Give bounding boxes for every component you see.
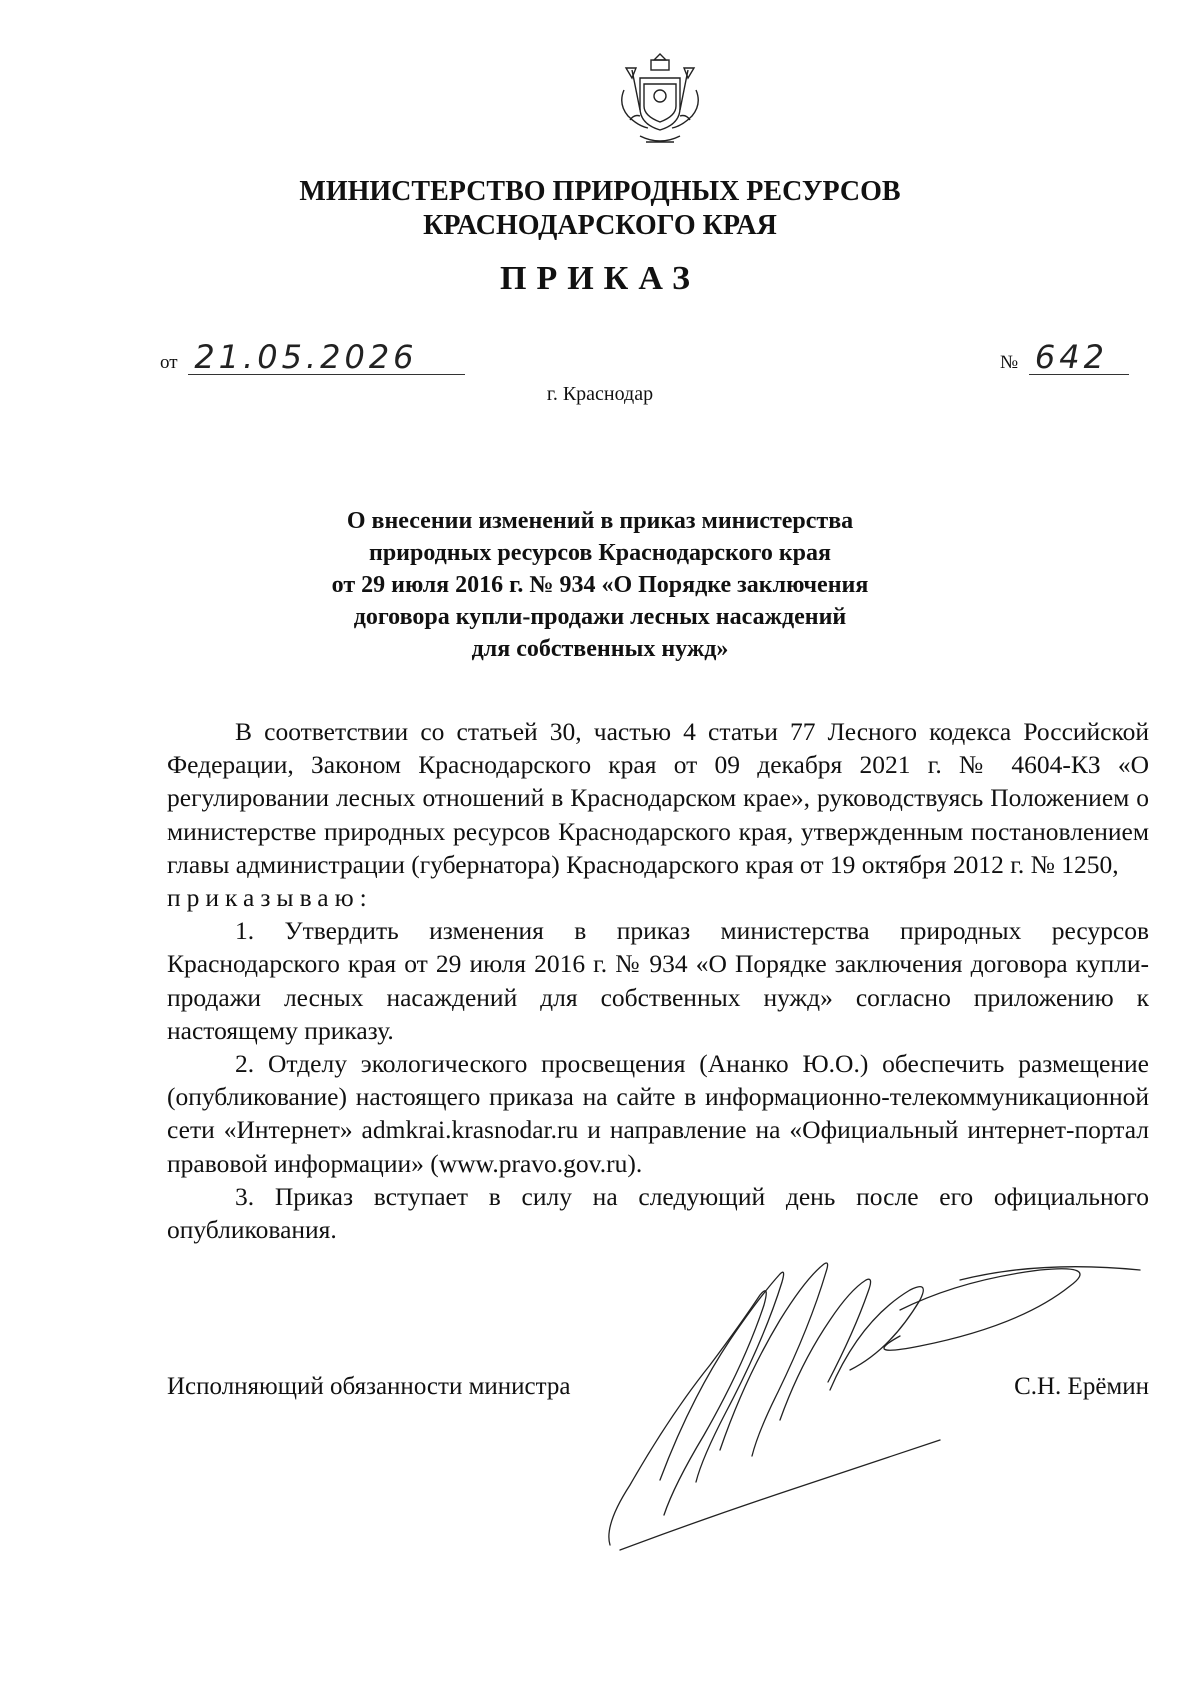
ministry-line-2: КРАСНОДАРСКОГО КРАЯ	[423, 210, 777, 241]
signatory-name: С.Н. Ерёмин	[1014, 1373, 1149, 1400]
number-prefix: №	[1000, 352, 1019, 373]
order-date-line	[160, 340, 465, 375]
date-prefix: от	[160, 352, 178, 373]
subject-line: О внесении изменений в приказ министерства	[346, 508, 854, 534]
order-number-line	[1000, 340, 1129, 375]
handwritten-date: 21.05.2026	[188, 340, 465, 375]
order-body	[167, 715, 1149, 1246]
order-item-1: 1. Утвердить изменения в приказ министерства природных ресурсов Краснодарского края от 29 июля 2016 г. № 934 «О Порядке заключения договора купли-продажи лесных насаждений для собственных нужд» согласно приложению к настоящему приказу.	[167, 916, 1149, 1045]
handwritten-signature-icon	[600, 1250, 1160, 1560]
orders-word: приказываю:	[167, 883, 373, 913]
order-subject	[250, 505, 950, 665]
ministry-name	[200, 175, 1000, 243]
subject-line: от 29 июля 2016 г. № 934 «О Порядке заключения	[331, 572, 869, 598]
subject-line: природных ресурсов Краснодарского края	[368, 540, 831, 566]
subject-line: для собственных нужд»	[471, 636, 729, 662]
handwritten-number: 642	[1029, 340, 1129, 375]
order-title: ПРИКАЗ	[500, 260, 700, 297]
city: г. Краснодар	[546, 383, 654, 405]
order-item-2: 2. Отделу экологического просвещения (Ананко Ю.О.) обеспечить размещение (опубликование) настоящего приказа на сайте в информационно-телекоммуникационной сети «Интернет» admkrai.krasnodar.ru и направление на «Официальный интернет-портал правовой информации» (www.pravo.gov.ru).	[167, 1049, 1149, 1178]
subject-line: договора купли-продажи лесных насаждений	[353, 604, 847, 630]
preamble-paragraph: В соответствии со статьей 30, частью 4 статьи 77 Лесного кодекса Российской Федерации, Законом Краснодарского края от 09 декабря 2021 г. № 4604-КЗ «О регулировании лесных отношений в Краснодарском крае», руководствуясь Положением о министерстве природных ресурсов Краснодарского края, утвержденным постановлением главы администрации (губернатора) Краснодарского края от 19 октября 2012 г. № 1250,	[167, 717, 1149, 879]
signatory-role: Исполняющий обязанности министра	[167, 1373, 571, 1400]
coat-of-arms-emblem-icon	[610, 50, 710, 150]
order-item-3: 3. Приказ вступает в силу на следующий день после его официального опубликования.	[167, 1181, 1149, 1245]
ministry-line-1: МИНИСТЕРСТВО ПРИРОДНЫХ РЕСУРСОВ	[299, 176, 901, 207]
